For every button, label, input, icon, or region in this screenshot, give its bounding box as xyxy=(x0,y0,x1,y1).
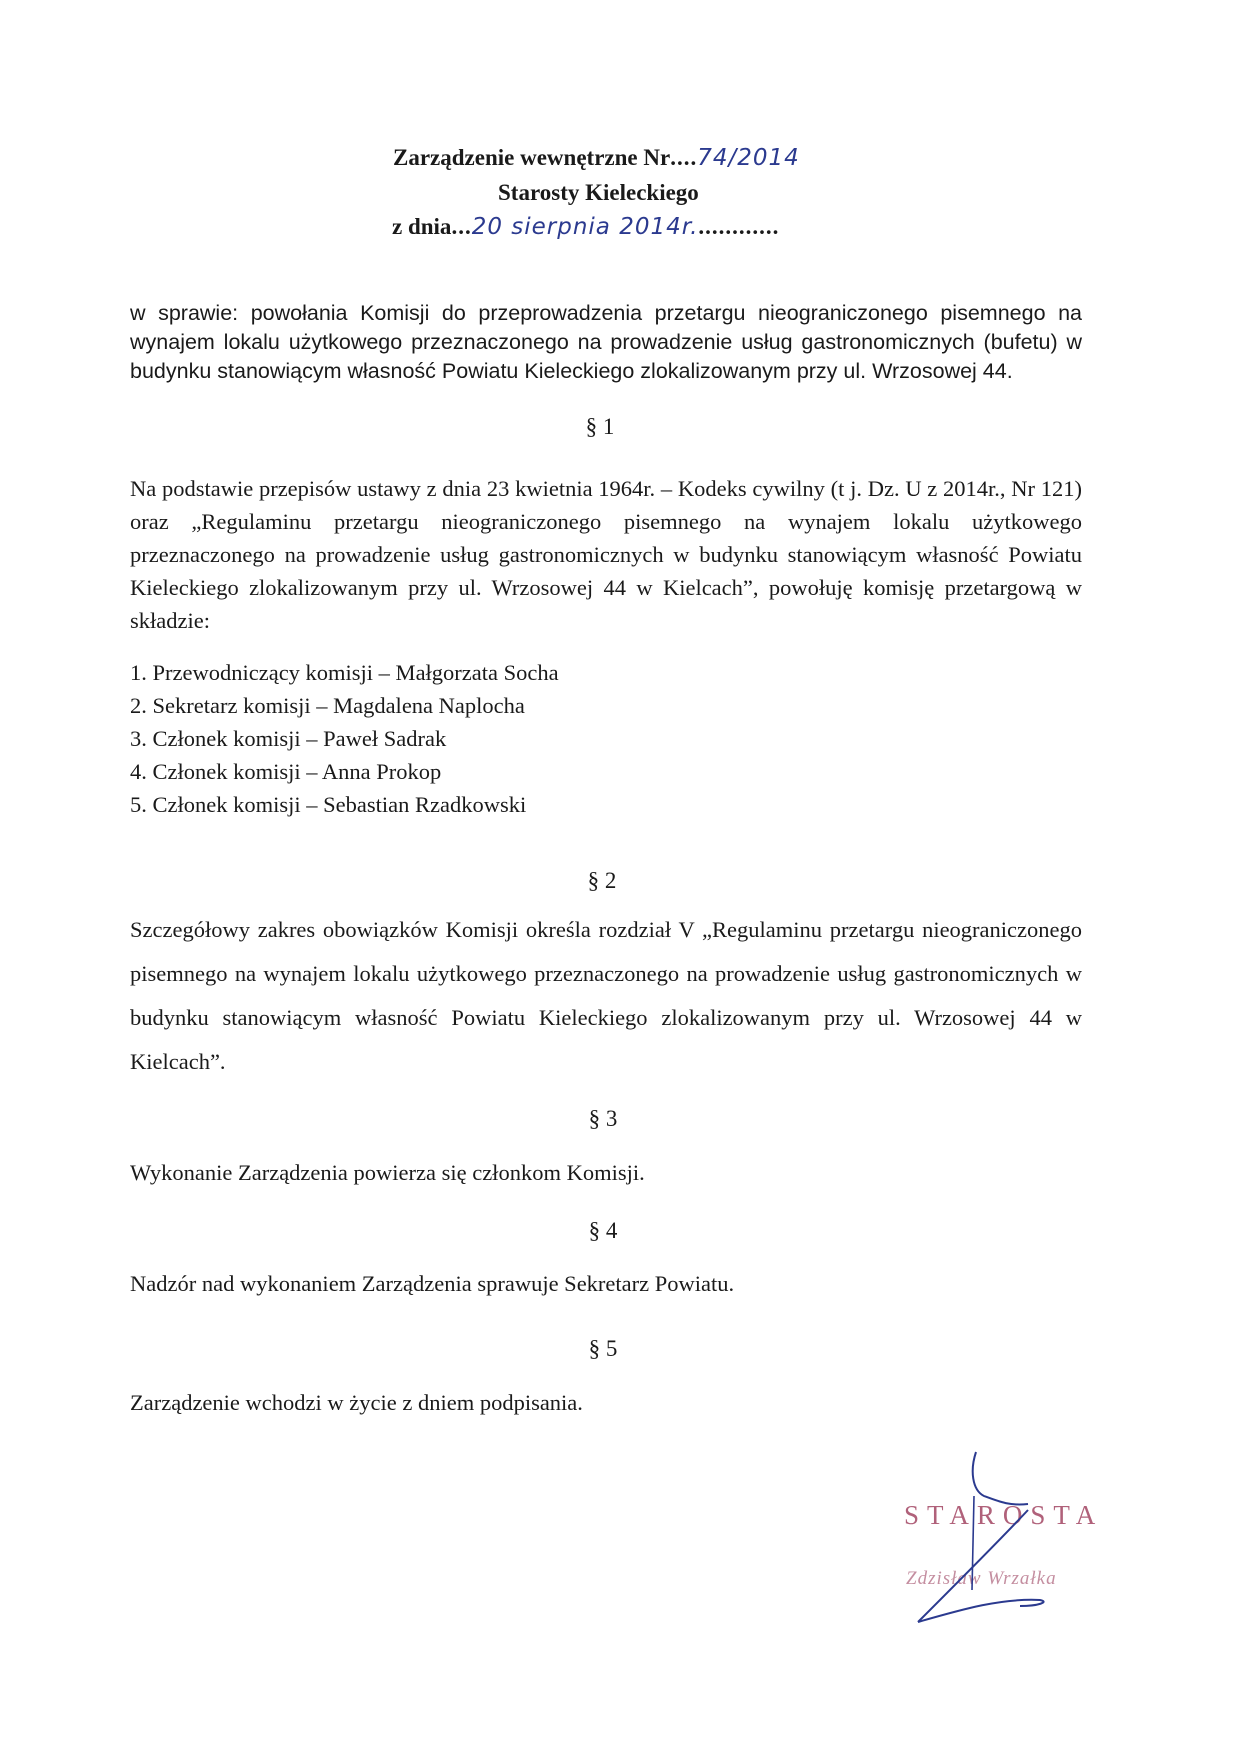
section-3-heading: § 3 xyxy=(588,1106,618,1131)
stamp-name: Zdzisław Wrzałka xyxy=(906,1568,1057,1589)
list-item: 1. Przewodniczący komisji – Małgorzata Socha xyxy=(130,660,559,685)
stamp-title: STAROSTA xyxy=(904,1500,1104,1530)
section-3-text: Wykonanie Zarządzenia powierza się członkom Komisji. xyxy=(130,1160,645,1185)
starosta-stamp xyxy=(900,1450,1140,1630)
section-2-heading: § 2 xyxy=(587,868,617,893)
list-item: 3. Członek komisji – Paweł Sadrak xyxy=(130,726,447,751)
committee-members-list xyxy=(130,656,559,821)
handwritten-signature-icon xyxy=(900,1450,1140,1630)
section-5-text: Zarządzenie wchodzi w życie z dniem podpisania. xyxy=(130,1390,583,1415)
date-trailing-dots: ............ xyxy=(698,214,780,239)
section-4-text: Nadzór nad wykonaniem Zarządzenia sprawuje Sekretarz Powiatu. xyxy=(130,1271,735,1296)
issuer-line: Starosty Kieleckiego xyxy=(498,180,699,205)
section-5-heading: § 5 xyxy=(588,1336,618,1361)
date-handwritten: 20 sierpnia 2014r. xyxy=(471,214,699,240)
date-prefix: z dnia xyxy=(392,214,452,239)
list-item: 2. Sekretarz komisji – Magdalena Naplocha xyxy=(130,693,525,718)
section-1-text: Na podstawie przepisów ustawy z dnia 23 kwietnia 1964r. – Kodeks cywilny (t j. Dz. U z 2014r., Nr 121) oraz „Regulaminu przetargu nieograniczonego pisemnego na wynajem lokalu użytkowego przeznaczonego na prowadzenie usług gastronomicznych w budynku stanowiącym własność Powiatu Kieleckiego zlokalizowanym przy ul. Wrzosowej 44 w Kielcach”, powołuję komisję przetargową w składzie: xyxy=(130,476,1082,633)
section-2-text: Szczegółowy zakres obowiązków Komisji określa rozdział V „Regulaminu przetargu nieograniczonego pisemnego na wynajem lokalu użytkowego przeznaczonego na prowadzenie usług gastronomicznych w budynku stanowiącym własność Powiatu Kieleckiego zlokalizowanym przy ul. Wrzosowej 44 w Kielcach”. xyxy=(130,917,1082,1074)
ordinance-number-dots: .... xyxy=(670,145,698,170)
date-dots: ... xyxy=(451,214,472,239)
ordinance-title xyxy=(393,145,800,171)
date-line xyxy=(392,214,779,240)
list-item: 4. Członek komisji – Anna Prokop xyxy=(130,759,442,784)
subject-paragraph: w sprawie: powołania Komisji do przeprowadzenia przetargu nieograniczonego pisemnego na wynajem lokalu użytkowego przeznaczonego na prowadzenie usług gastronomicznych (bufetu) w budynku stanowiącym własność Powiatu Kieleckiego zlokalizowanym przy ul. Wrzosowej 44. xyxy=(130,301,1082,383)
ordinance-number-handwritten: 74/2014 xyxy=(697,145,800,171)
section-1-heading: § 1 xyxy=(585,414,615,439)
section-4-heading: § 4 xyxy=(588,1218,618,1243)
list-item: 5. Członek komisji – Sebastian Rzadkowski xyxy=(130,792,527,817)
ordinance-title-text: Zarządzenie wewnętrzne Nr xyxy=(393,145,671,170)
